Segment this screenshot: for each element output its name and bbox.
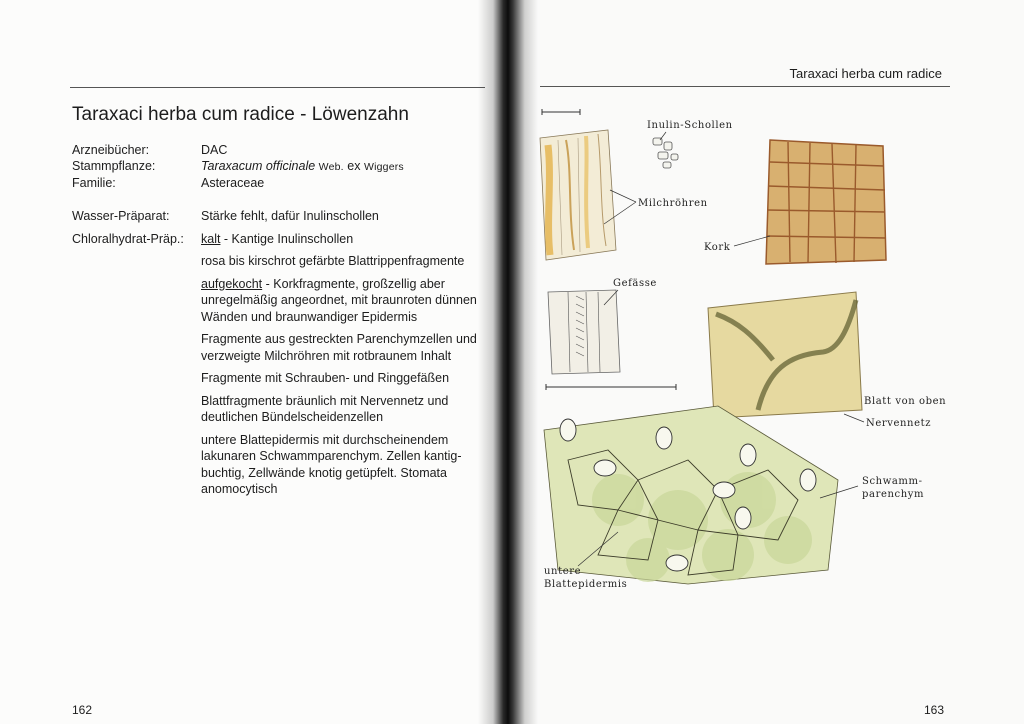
label-untere-line2: Blattepidermis bbox=[544, 579, 628, 590]
wasser-value: Stärke fehlt, dafür Inulinschollen bbox=[201, 209, 379, 223]
running-head: Taraxaci herba cum radice bbox=[789, 66, 942, 81]
author-ex: ex bbox=[347, 159, 361, 173]
meta-row-stammpflanze bbox=[72, 158, 404, 175]
label-inulin-text: Inulin-Schollen bbox=[647, 120, 733, 131]
aufgekocht-label: aufgekocht bbox=[201, 276, 263, 291]
header-rule-left bbox=[70, 87, 485, 88]
meta-value bbox=[201, 158, 404, 175]
meta-value: Asteraceae bbox=[201, 176, 265, 190]
label-schwamm-line1: Schwamm- bbox=[862, 476, 923, 487]
label-kork-text: Kork bbox=[704, 242, 731, 253]
label-milchroehren bbox=[604, 190, 708, 224]
label-gefaesse-text: Gefässe bbox=[613, 278, 657, 289]
meta-key: Stammpflanze: bbox=[72, 159, 156, 173]
label-blatt-text: Blatt von oben bbox=[864, 396, 947, 407]
aufgekocht-paragraph bbox=[201, 276, 485, 326]
chloral-values bbox=[201, 231, 485, 504]
gefaesse-drawing bbox=[548, 290, 620, 374]
label-milchroehren-text: Milchröhren bbox=[638, 198, 708, 209]
meta-key: Arzneibücher: bbox=[72, 143, 150, 157]
aufgekocht-text: - Korkfragmente, großzellig aber unregelmäßig angeordnet, mit braunroten dünnen Wänden und braunwandiger Epidermis bbox=[201, 276, 477, 324]
milchroehren-drawing bbox=[540, 130, 616, 260]
kalt-paragraph bbox=[201, 231, 485, 248]
wasser-row bbox=[72, 208, 492, 225]
species-name: Taraxacum officinale bbox=[201, 159, 316, 173]
microscopy-figure bbox=[538, 100, 978, 620]
meta-key: Familie: bbox=[72, 176, 116, 190]
label-nervennetz bbox=[844, 414, 931, 429]
page-number-left: 162 bbox=[72, 703, 93, 717]
chloral-paragraph-1: rosa bis kirschrot gefärbte Blattrippenfragmente bbox=[201, 254, 465, 268]
kork-drawing bbox=[766, 140, 886, 264]
chloral-paragraph-4: Blattfragmente bräunlich mit Nervennetz und deutlichen Bündelscheidenzellen bbox=[201, 393, 449, 424]
label-kork bbox=[704, 236, 770, 253]
wasser-key: Wasser-Präparat: bbox=[72, 209, 170, 223]
chloral-paragraph-2: Fragmente aus gestreckten Parenchymzellen und verzweigte Milchröhren mit rotbraunem Inhalt bbox=[201, 332, 477, 363]
preparation-block bbox=[72, 208, 492, 510]
author-wiggers: Wiggers bbox=[363, 161, 404, 173]
chloral-key: Chloralhydrat-Präp.: bbox=[72, 231, 184, 246]
scale-bar-top bbox=[542, 109, 580, 115]
label-nervennetz-text: Nervennetz bbox=[866, 418, 932, 429]
label-blatt bbox=[864, 396, 946, 407]
blatt-drawing bbox=[708, 292, 862, 418]
metadata-block bbox=[72, 142, 404, 191]
figure-svg bbox=[538, 100, 978, 620]
label-inulin bbox=[647, 120, 733, 140]
page-title: Taraxaci herba cum radice - Löwenzahn bbox=[72, 104, 409, 125]
kalt-text: - Kantige Inulinschollen bbox=[220, 231, 354, 246]
chloral-paragraph-5: untere Blattepidermis mit durchscheinendem lakunaren Schwammparenchym. Zellen kantig-buchtig, Zellwände knotig getüpfelt. Stomata anomocytisch bbox=[201, 432, 462, 496]
header-rule-right bbox=[540, 86, 950, 87]
page-number-right: 163 bbox=[924, 703, 945, 717]
kalt-label: kalt bbox=[201, 231, 221, 246]
scale-bar-middle bbox=[546, 384, 676, 390]
author-web: Web. bbox=[318, 161, 344, 173]
chloral-paragraph-3: Fragmente mit Schrauben- und Ringgefäßen bbox=[201, 371, 450, 385]
label-untere-line1: untere bbox=[544, 566, 582, 577]
meta-row-arzneibuecher bbox=[72, 142, 404, 158]
inulin-drawing bbox=[653, 138, 678, 168]
chloral-row bbox=[72, 231, 492, 504]
label-schwamm-line2: parenchym bbox=[862, 489, 925, 500]
meta-row-familie bbox=[72, 175, 404, 191]
meta-value: DAC bbox=[201, 143, 228, 157]
